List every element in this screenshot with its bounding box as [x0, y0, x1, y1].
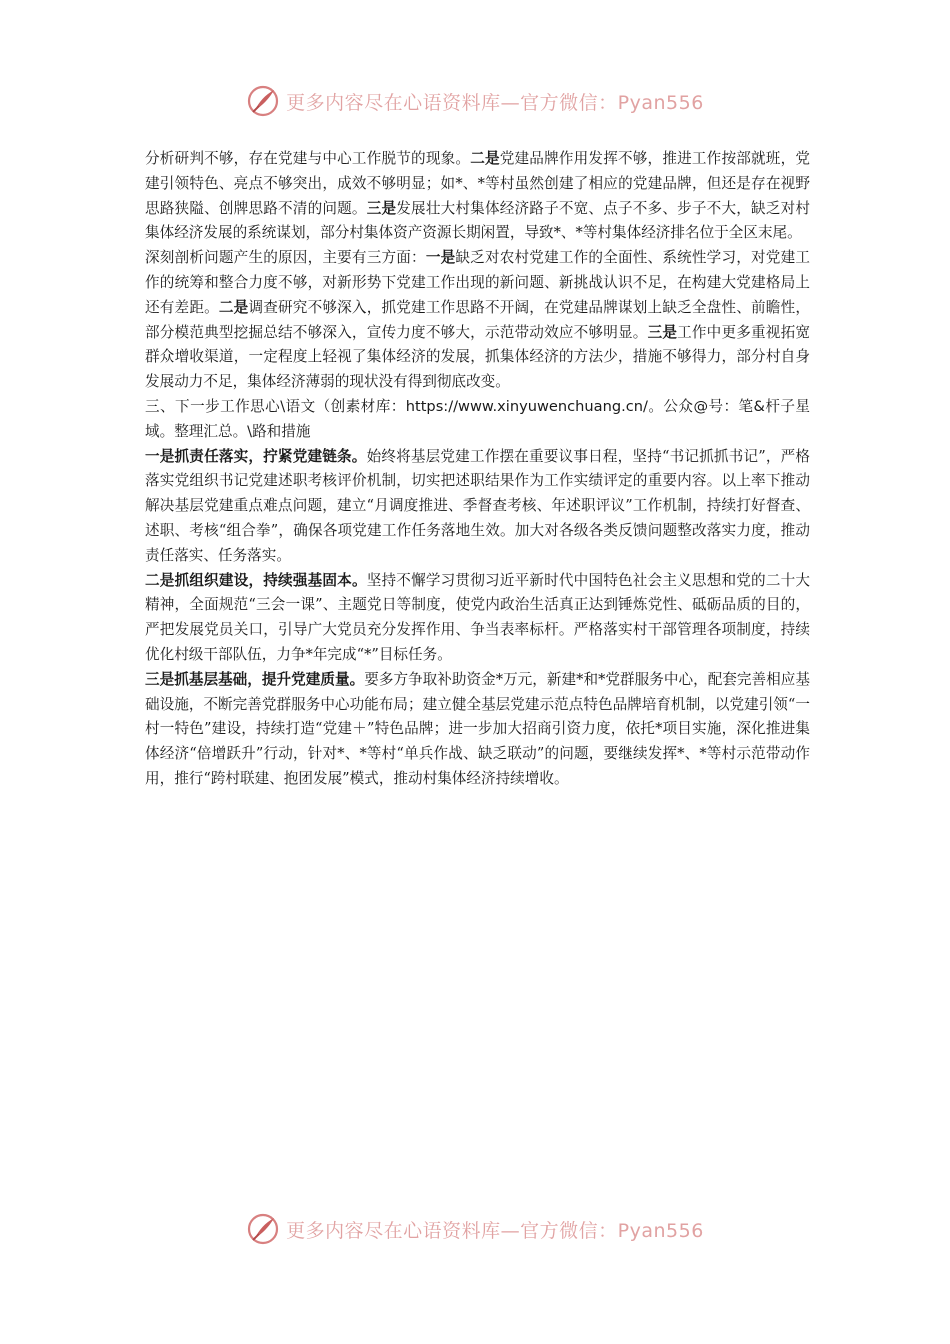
paragraph-text: 深刻剖析问题产生的原因，主要有三方面： [145, 249, 426, 267]
watermark-text: 更多内容尽在心语资料库—官方微信：Pyan556 [286, 1219, 704, 1242]
header-watermark [0, 84, 950, 118]
body-paragraph [145, 668, 810, 792]
footer-watermark [0, 1212, 950, 1246]
paragraph-text: 党建品牌作用发挥不够，推进工作按部就班，党建引领特色、亮点不够突出，成效不够明显；如*、*等村虽然创建了相应的党建品牌，但还是存在视野思路狭隘、创牌思路不清的问题。 [145, 150, 810, 217]
paragraph-text: 三、下一步工作思心\语文（创素材库：https://www.xinyuwenchuang.cn/。公众@号：笔&杆子星域。整理汇总。\路和措施 [145, 397, 810, 440]
body-paragraph [145, 246, 810, 395]
bold-lead-text: 三是抓基层基础，提升党建质量。 [145, 670, 365, 688]
bold-lead-text: 三是 [647, 323, 678, 341]
paragraph-text: 要多方争取补助资金*万元，新建*和*党群服务中心，配套完善相应基础设施，不断完善党群服务中心功能布局；建立健全基层党建示范点特色品牌培育机制，以党建引领“一村一特色”建设，持续打造“党建＋”特色品牌；进一步加大招商引资力度，依托*项目实施，深化推进集体经济“倍增跃升”行动，针对*、*等村“单兵作战、缺乏联动”的问题，要继续发挥*、*等村示范带动作用，推行“跨村联建、抱团发展”模式，推动村集体经济持续增收。 [145, 670, 810, 787]
body-paragraph [145, 445, 810, 569]
paragraph-text: 发展壮大村集体经济路子不宽、点子不多、步子不大，缺乏对村集体经济发展的系统谋划，部分村集体资产资源长期闲置，导致*、*等村集体经济排名位于全区末尾。 [145, 199, 810, 242]
paragraph-text: 缺乏对农村党建工作的全面性、系统性学习，对党建工作的统筹和整合力度不够，对新形势下党建工作出现的新问题、新挑战认识不足，在构建大党建格局上还有差距。 [145, 249, 810, 316]
body-paragraph [145, 147, 810, 246]
bold-lead-text: 一是 [425, 249, 456, 267]
section-heading [145, 395, 810, 445]
bold-lead-text: 三是 [366, 199, 397, 217]
quill-logo-icon [246, 84, 280, 118]
paragraph-text: 调查研究不够深入，抓党建工作思路不开阔，在党建品牌谋划上缺乏全盘性、前瞻性，部分模范典型挖掘总结不够深入，宣传力度不够大，示范带动效应不够明显。 [145, 298, 810, 341]
paragraph-text: 始终将基层党建工作摆在重要议事日程，坚持“书记抓抓书记”，严格落实党组织书记党建述职考核评价机制，切实把述职结果作为工作实绩评定的重要内容。以上率下推动解决基层党建重点难点问题，建立“月调度推进、季督查考核、年述职评议”工作机制，持续打好督查、述职、考核“组合拳”，确保各项党建工作任务落地生效。加大对各级各类反馈问题整改落实力度，推动责任落实、任务落实。 [145, 447, 810, 564]
document-body [145, 147, 810, 792]
paragraph-text: 工作中更多重视拓宽群众增收渠道，一定程度上轻视了集体经济的发展，抓集体经济的方法少，措施不够得力，部分村自身发展动力不足，集体经济薄弱的现状没有得到彻底改变。 [145, 323, 810, 391]
body-paragraph [145, 569, 810, 668]
paragraph-text: 分析研判不够，存在党建与中心工作脱节的现象。 [145, 150, 471, 167]
watermark-text: 更多内容尽在心语资料库—官方微信：Pyan556 [286, 91, 704, 114]
quill-logo-icon [246, 1212, 280, 1246]
bold-lead-text: 二是抓组织建设，持续强基固本。 [145, 571, 367, 589]
bold-lead-text: 二是 [470, 150, 500, 167]
bold-lead-text: 二是 [218, 298, 249, 316]
bold-lead-text: 一是抓责任落实，拧紧党建链条。 [145, 447, 367, 465]
paragraph-text: 坚持不懈学习贯彻习近平新时代中国特色社会主义思想和党的二十大精神，全面规范“三会一课”、主题党日等制度，使党内政治生活真正达到锤炼党性、砥砺品质的目的，严把发展党员关口，引导广大党员充分发挥作用、争当表率标杆。严格落实村干部管理各项制度，持续优化村级干部队伍，力争*年完成“*”目标任务。 [145, 571, 810, 663]
